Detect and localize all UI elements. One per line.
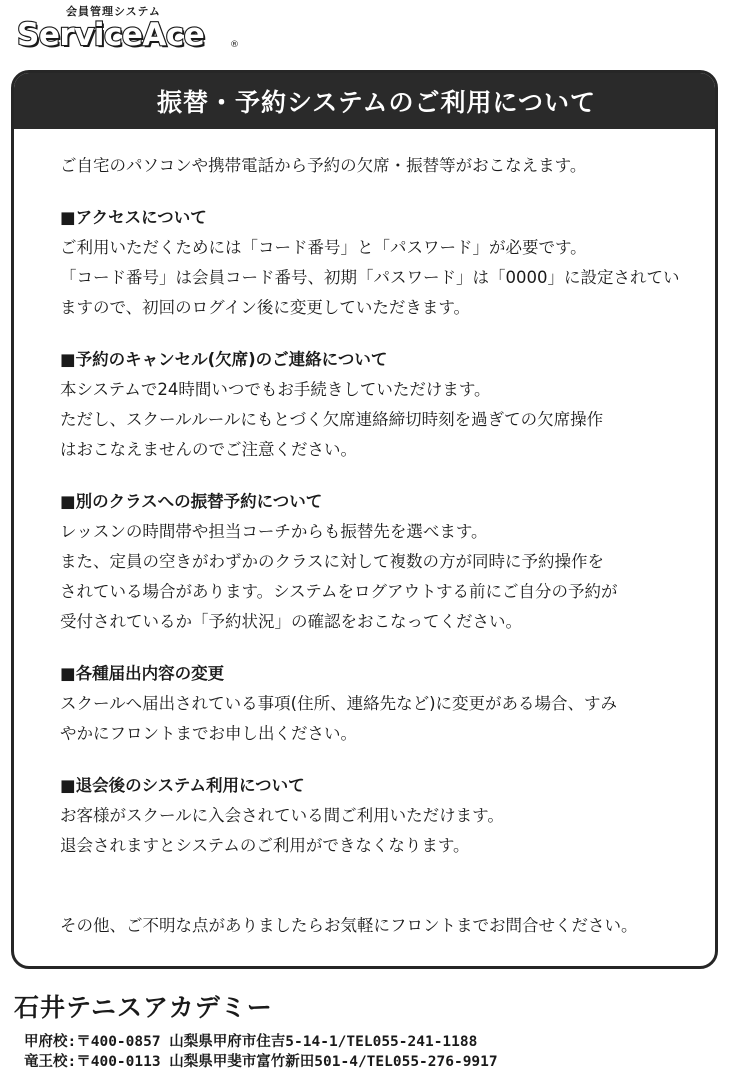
section-line: 「コード番号」は会員コード番号、初期「パスワード」は「0000」に設定されてい <box>60 268 680 287</box>
panel-title: 振替・予約システムのご利用について <box>156 88 596 117</box>
section-heading: ■予約のキャンセル(欠席)のご連絡について <box>60 350 388 369</box>
closing-text: その他、ご不明な点がありましたらお気軽にフロントまでお問合せください。 <box>60 916 638 935</box>
section-line: ただし、スクールルールにもとづく欠席連絡締切時刻を過ぎての欠席操作 <box>60 410 604 429</box>
section-line: 本システムで24時間いつでもお手続きしていただけます。 <box>60 380 491 399</box>
section-changes <box>60 659 695 749</box>
logo-subtitle: 会員管理システム <box>66 5 161 18</box>
registered-mark: ® <box>230 40 239 50</box>
section-line: 退会されますとシステムのご利用ができなくなります。 <box>60 836 470 855</box>
address-ryuo: 竜王校:〒400-0113 山梨県甲斐市富竹新田501-4/TEL055-276-9917 <box>24 1054 498 1070</box>
section-line: ますので、初回のログイン後に変更していただきます。 <box>60 298 471 317</box>
section-heading: ■別のクラスへの振替予約について <box>60 492 323 511</box>
info-panel <box>11 70 718 969</box>
section-line: されている場合があります。システムをログアウトする前にご自分の予約が <box>60 582 618 601</box>
address-list <box>14 1032 498 1072</box>
section-line: 受付されているか「予約状況」の確認をおこなってください。 <box>60 612 522 631</box>
section-heading: ■アクセスについて <box>60 208 207 227</box>
section-line: やかにフロントまでお申し出ください。 <box>60 724 357 743</box>
intro-text: ご自宅のパソコンや携帯電話から予約の欠席・振替等がおこなえます。 <box>60 156 587 175</box>
panel-body <box>60 151 695 941</box>
section-line: スクールへ届出されている事項(住所、連絡先など)に変更がある場合、すみ <box>60 694 618 713</box>
address-kofu: 甲府校:〒400-0857 山梨県甲府市住吉5-14-1/TEL055-241-1188 <box>24 1034 478 1050</box>
section-line: はおこなえませんのでご注意ください。 <box>60 440 357 459</box>
section-line: また、定員の空きがわずかのクラスに対して複数の方が同時に予約操作を <box>60 552 605 571</box>
logo-wordmark: ServiceAce <box>17 17 205 53</box>
section-heading: ■退会後のシステム利用について <box>60 776 305 795</box>
section-line: お客様がスクールに入会されている間ご利用いただけます。 <box>60 806 504 825</box>
section-transfer <box>60 487 695 637</box>
panel-header <box>14 73 715 129</box>
section-cancel <box>60 345 695 465</box>
section-line: ご利用いただくためには「コード番号」と「パスワード」が必要です。 <box>60 238 587 257</box>
footer <box>14 988 498 1072</box>
section-after-withdrawal <box>60 771 695 861</box>
section-line: レッスンの時間帯や担当コーチからも振替先を選べます。 <box>60 522 488 541</box>
school-name: 石井テニスアカデミー <box>14 993 273 1022</box>
section-access <box>60 203 695 323</box>
section-heading: ■各種届出内容の変更 <box>60 664 225 683</box>
service-ace-logo <box>14 2 254 62</box>
